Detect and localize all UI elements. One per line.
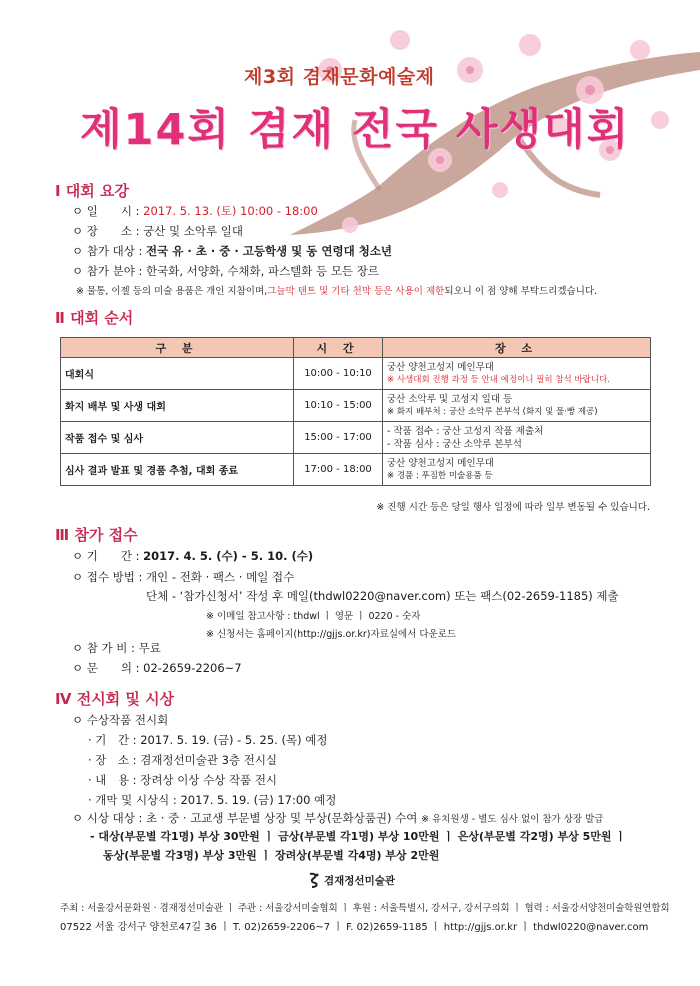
festival-subtitle: 제3회 겸재문화예술제: [244, 66, 435, 88]
table-row: [61, 390, 651, 422]
row-time: 10:00 - 10:10: [294, 358, 383, 390]
period-label: ㅇ 기 간 :: [72, 549, 140, 563]
exhibit-title: ㅇ 수상작품 전시회: [72, 713, 169, 727]
field-label: ㅇ 참가 분야 :: [72, 264, 143, 278]
column-header: 시 간: [294, 338, 383, 358]
table-header-row: [61, 338, 651, 358]
inquiry-row: [72, 660, 242, 676]
row-name: 작품 접수 및 심사: [61, 422, 294, 454]
inquiry-label: ㅇ 문 의 :: [72, 661, 140, 675]
period-row: [72, 548, 313, 564]
field-value: 한국화, 서양화, 수채화, 파스텔화 등 모든 장르: [146, 264, 379, 278]
exhibit-period: · 기 간 : 2017. 5. 19. (금) - 5. 25. (목) 예정: [88, 733, 328, 747]
row-place-main: - 작품 접수 : 궁산 고성지 작품 제출처: [387, 425, 544, 437]
row-place-note: ※ 사생대회 진행 과정 등 안내 예정이니 필히 참석 바랍니다.: [387, 374, 610, 385]
form-note: ※ 신청서는 홈페이지(http://gjjs.or.kr)자료실에서 다운로드: [206, 629, 457, 640]
schedule-table: [60, 337, 651, 486]
row-place-note: ※ 경품 : 푸짐한 미술용품 등: [387, 470, 493, 481]
section-2-heading: Ⅱ 대회 순서: [55, 309, 134, 327]
row-place: [383, 454, 651, 486]
target-value: 전국 유 · 초 · 중 · 고등학생 및 동 연령대 청소년: [146, 244, 393, 258]
section-1-heading: Ⅰ 대회 요강: [55, 182, 129, 200]
row-place: [383, 422, 651, 454]
prize-list-1: - 대상(부문별 각1명) 부상 30만원 ㅣ 금상(부문별 각1명) 부상 10만원 ㅣ 은상(부문별 각2명) 부상 5만원 ㅣ: [90, 830, 626, 843]
supplies-note-a: ※ 물통, 이젤 등의 미술 용품은 개인 지참이며,: [76, 286, 268, 297]
target-label: ㅇ 참가 대상 :: [72, 244, 143, 258]
place-label: ㅇ 장 소 :: [72, 224, 140, 238]
period-value: 2017. 4. 5. (수) - 5. 10. (수): [143, 549, 314, 563]
supplies-note-b: 그늘막 텐트 및 기타 천막 등은 사용이 제한: [267, 286, 445, 297]
target-row: [72, 243, 392, 259]
exhibit-venue: · 장 소 : 겸재정선미술관 3층 전시실: [88, 753, 278, 767]
group-method: 단체 - ‘참가신청서’ 작성 후 메일(thdwl0220@naver.com) 또는 팩스(02-2659-1185) 제출: [146, 589, 619, 603]
museum-logo-icon: [307, 872, 321, 888]
organizers: 주최 : 서울강서문화원 · 겸재정선미술관 ㅣ 주관 : 서울강서미술협회 ㅣ 후원 : 서울특별시, 강서구, 강서구의회 ㅣ 협력 : 서울강서양천미술학원연합회: [60, 903, 670, 914]
date-value: 2017. 5. 13. (토) 10:00 - 18:00: [143, 204, 318, 218]
row-time: 10:10 - 15:00: [294, 390, 383, 422]
supplies-note: [76, 283, 597, 297]
row-place-main: 궁산 양천고성지 메인무대: [387, 361, 494, 373]
fee-label: ㅇ 참 가 비 :: [72, 641, 135, 655]
award-target: ㅇ 시상 대상 : 초 · 중 · 고교생 부문별 상장 및 부상(문화상품권) 수여: [72, 811, 418, 825]
contact-info: 07522 서울 강서구 양천로47길 36 ㅣ T. 02)2659-2206~7 ㅣ F. 02)2659-1185 ㅣ http://gjjs.or.kr ㅣ thdwl0220@naver.com: [60, 922, 649, 933]
table-row: [61, 358, 651, 390]
row-place-main: 궁산 양천고성지 메인무대: [387, 457, 494, 469]
award-note: ※ 유치원생 - 별도 심사 없이 참가 상장 발급: [421, 814, 604, 825]
place-row: [72, 223, 243, 239]
row-name: 대회식: [61, 358, 294, 390]
section-4-heading: Ⅳ 전시회 및 시상: [55, 690, 175, 708]
row-place-note: - 작품 심사 : 궁산 소악루 본부석: [387, 438, 522, 450]
award-row: [72, 810, 603, 828]
row-place-main: 궁산 소악루 및 고성지 일대 등: [387, 393, 513, 405]
prize-list-2: 동상(부문별 각3명) 부상 3만원 ㅣ 장려상(부문별 각4명) 부상 2만원: [103, 849, 440, 862]
row-name: 심사 결과 발표 및 경품 추첨, 대회 종료: [61, 454, 294, 486]
fee-row: [72, 640, 161, 656]
table-row: [61, 454, 651, 486]
section-3-heading: Ⅲ 참가 접수: [55, 526, 138, 544]
row-place-note: ※ 화지 배부처 : 궁산 소악루 본부석 (화지 및 물·빵 제공): [387, 406, 598, 417]
date-label: ㅇ 일 시 :: [72, 204, 140, 218]
cherry-blossom-illustration: [0, 0, 700, 330]
schedule-footnote: ※ 진행 시간 등은 당일 행사 일정에 따라 일부 변동될 수 있습니다.: [376, 502, 650, 513]
method-label: ㅇ 접수 방법 :: [72, 570, 143, 584]
fee-value: 무료: [138, 641, 161, 655]
inquiry-value: 02-2659-2206~7: [143, 661, 242, 675]
supplies-note-c: 되오니 이 점 양해 부탁드리겠습니다.: [444, 286, 598, 297]
method-value: 개인 - 전화 · 팩스 · 메일 접수: [146, 570, 295, 584]
row-time: 15:00 - 17:00: [294, 422, 383, 454]
row-place: [383, 390, 651, 422]
row-name: 화지 배부 및 사생 대회: [61, 390, 294, 422]
row-place: [383, 358, 651, 390]
column-header: 구 분: [61, 338, 294, 358]
place-value: 궁산 및 소악루 일대: [143, 224, 244, 238]
method-row: [72, 569, 294, 585]
email-note: ※ 이메일 참고사항 : thdwl ㅣ 영문 ㅣ 0220 - 숫자: [206, 611, 421, 622]
opening-ceremony: · 개막 및 시상식 : 2017. 5. 19. (금) 17:00 예정: [88, 793, 337, 807]
museum-logo: [307, 872, 395, 888]
museum-logo-text: 겸재정선미술관: [324, 874, 396, 887]
column-header: 장 소: [383, 338, 651, 358]
row-time: 17:00 - 18:00: [294, 454, 383, 486]
contest-title: 제14회 겸재 전국 사생대회: [80, 105, 631, 155]
field-row: [72, 263, 379, 279]
exhibit-content: · 내 용 : 장려상 이상 수상 작품 전시: [88, 773, 278, 787]
table-row: [61, 422, 651, 454]
date-row: [72, 203, 318, 219]
